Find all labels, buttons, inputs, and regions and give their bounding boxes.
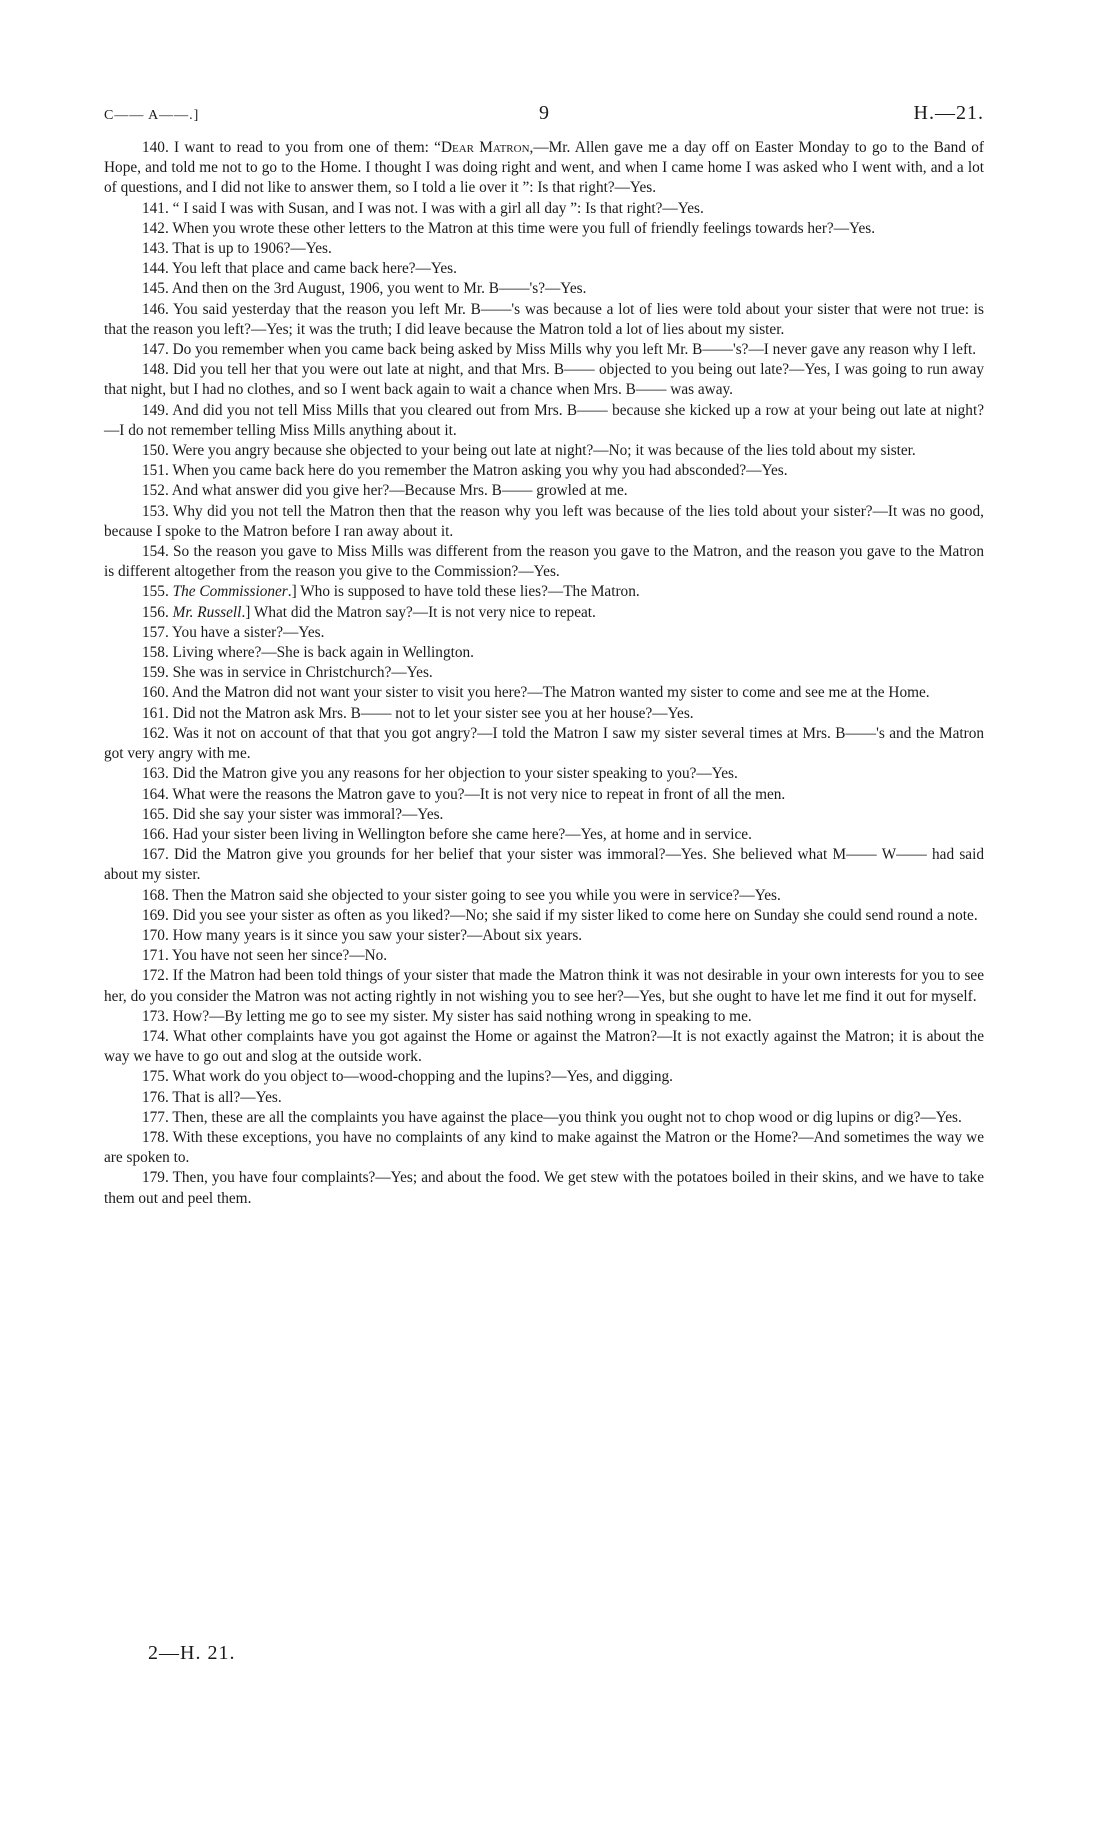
paragraph-text: 165. Did she say your sister was immoral?—Yes. [142, 805, 444, 823]
question-paragraph [104, 724, 984, 764]
speaker-name: The Commissioner [172, 583, 288, 601]
speaker-name: Mr. Russell [172, 603, 242, 621]
paragraph-text: 164. What were the reasons the Matron gave to you?—It is not very nice to repeat in front of all the men. [142, 785, 786, 803]
question-paragraph [104, 926, 984, 946]
paragraph-text: 153. Why did you not tell the Matron then that the reason why you left was because of the lies told about your sister?—It was no good, because I spoke to the Matron before I ran away about it. [104, 502, 984, 540]
paragraph-text: 171. You have not seen her since?—No. [142, 947, 388, 965]
paragraph-text: 163. Did the Matron give you any reasons for her objection to your sister speaking to you?—Yes. [142, 765, 738, 783]
paragraph-text: 168. Then the Matron said she objected to your sister going to see you while you were in service?—Yes. [142, 886, 781, 904]
paragraph-text: 152. And what answer did you give her?—Because Mrs. B—— growled at me. [142, 482, 628, 500]
paragraph-text: 150. Were you angry because she objected to your being out late at night?—No; it was because of the lies told about my sister. [142, 442, 916, 460]
paragraph-text: 157. You have a sister?—Yes. [142, 623, 325, 641]
paragraph-text: ,—Mr. Allen gave me a day off on Easter Monday to go to the Band of Hope, and told me not to go to the Home. I thought I was doing right and went, and when I came home I was asked who I went with, and a lot of questions, and I did not like to answer them, so I told a lie over it ”: Is that right?—Yes. [104, 139, 984, 197]
question-paragraph [104, 1067, 984, 1087]
paragraph-text: 154. So the reason you gave to Miss Mills was different from the reason you gave to the Matron, and the reason you gave to the Matron is different altogether from the reason you give to the Commission?—Yes. [104, 543, 984, 581]
question-paragraph [104, 481, 984, 501]
question-paragraph [104, 764, 984, 784]
paragraph-text: 177. Then, these are all the complaints you have against the place—you think you ought not to chop wood or dig lupins or dig?—Yes. [142, 1108, 962, 1126]
question-paragraph [104, 663, 984, 683]
paragraph-text: 179. Then, you have four complaints?—Yes; and about the food. We get stew with the potatoes boiled in their skins, and we have to take them out and peel them. [104, 1169, 984, 1207]
document-page [104, 100, 984, 1209]
question-paragraph [104, 906, 984, 926]
question-paragraph [104, 219, 984, 239]
letter-salutation: Dear Matron [440, 139, 530, 156]
paragraph-text: 145. And then on the 3rd August, 1906, you went to Mr. B——'s?—Yes. [142, 280, 587, 298]
question-paragraph [104, 805, 984, 825]
paragraph-text: 159. She was in service in Christchurch?—Yes. [142, 664, 433, 682]
paragraph-text: 149. And did you not tell Miss Mills that you cleared out from Mrs. B—— because she kicked up a row at your being out late at night?—I do not remember telling Miss Mills anything about it. [104, 401, 984, 439]
paragraph-text: 175. What work do you object to—wood-chopping and the lupins?—Yes, and digging. [142, 1068, 673, 1086]
page-header [104, 100, 984, 134]
question-paragraph [104, 340, 984, 360]
question-paragraph [104, 1007, 984, 1027]
paragraph-text: 178. With these exceptions, you have no complaints of any kind to make against the Matron or the Home?—And sometimes the way we are spoken to. [104, 1128, 984, 1167]
question-paragraph [104, 1168, 984, 1208]
question-paragraph [104, 643, 984, 663]
question-paragraph [104, 502, 984, 542]
question-paragraph [104, 683, 984, 703]
paragraph-text: 142. When you wrote these other letters to the Matron at this time were you full of friendly feelings towards her?—Yes. [142, 219, 876, 237]
paragraph-text: 144. You left that place and came back here?—Yes. [142, 260, 457, 278]
paragraph-text: 161. Did not the Matron ask Mrs. B—— not to let your sister see you at her house?—Yes. [142, 704, 694, 722]
question-paragraph [104, 785, 984, 805]
question-paragraph [104, 279, 984, 299]
paragraph-text: 148. Did you tell her that you were out late at night, and that Mrs. B—— objected to you being out late?—Yes, I was going to run away that night, but I had no clothes, and so I went back again to wait a chance when Mrs. B—— was away. [104, 361, 984, 399]
question-paragraph [104, 239, 984, 259]
paragraph-text: 156. [142, 603, 173, 621]
paragraph-text: 166. Had your sister been living in Wellington before she came here?—Yes, at home and in service. [142, 825, 752, 843]
evidence-transcript [104, 138, 984, 1209]
question-paragraph [104, 886, 984, 906]
paragraph-text: 155. [142, 583, 173, 601]
paragraph-text: 151. When you came back here do you remember the Matron asking you why you had absconded?—Yes. [142, 462, 788, 480]
question-paragraph [104, 1128, 984, 1168]
paragraph-text: .] Who is supposed to have told these lies?—The Matron. [287, 583, 640, 601]
question-paragraph [104, 1108, 984, 1128]
question-paragraph [104, 582, 984, 602]
question-paragraph [104, 1027, 984, 1067]
question-paragraph [104, 704, 984, 724]
paragraph-text: 174. What other complaints have you got against the Home or against the Matron?—It is not exactly against the Matron; it is about the way we have to go out and slog at the outside work. [104, 1027, 984, 1066]
question-paragraph [104, 360, 984, 400]
question-paragraph [104, 300, 984, 340]
question-paragraph [104, 259, 984, 279]
paragraph-text: 146. You said yesterday that the reason you left Mr. B——'s was because a lot of lies were told about your sister that were not true: is that the reason you left?—Yes; it was the truth; I did leave because the Matron told a lot of lies about my sister. [104, 300, 984, 338]
question-paragraph [104, 623, 984, 643]
header-running-title: C—— A——.] [104, 108, 200, 123]
paragraph-text: 160. And the Matron did not want your sister to visit you here?—The Matron wanted my sister to come and see me at the Home. [142, 684, 930, 702]
paragraph-text: 140. I want to read to you from one of them: “ [142, 139, 441, 156]
question-paragraph [104, 199, 984, 219]
question-paragraph [104, 542, 984, 582]
paragraph-text: 143. That is up to 1906?—Yes. [142, 240, 332, 258]
question-paragraph [104, 946, 984, 966]
paragraph-text: .] What did the Matron say?—It is not very nice to repeat. [241, 603, 596, 621]
signature-mark: 2—H. 21. [148, 1642, 236, 1664]
question-paragraph [104, 441, 984, 461]
question-paragraph [104, 138, 984, 199]
question-paragraph [104, 461, 984, 481]
paragraph-text: 172. If the Matron had been told things of your sister that made the Matron think it was not desirable in your own interests for you to see her, do you consider the Matron was not acting rightly in not wishing you to see her?—Yes, but she ought to have let me find it out for myself. [104, 967, 984, 1005]
question-paragraph [104, 845, 984, 885]
question-paragraph [104, 825, 984, 845]
paragraph-text: 176. That is all?—Yes. [142, 1088, 282, 1106]
document-reference: H.—21. [913, 102, 984, 124]
paragraph-text: 170. How many years is it since you saw your sister?—About six years. [142, 926, 583, 944]
paragraph-text: 167. Did the Matron give you grounds for her belief that your sister was immoral?—Yes. She believed what M—— W—— had said about my sister. [104, 846, 984, 884]
paragraph-text: 147. Do you remember when you came back being asked by Miss Mills why you left Mr. B——'s?—I never gave any reason why I left. [142, 341, 977, 359]
question-paragraph [104, 1088, 984, 1108]
paragraph-text: 141. “ I said I was with Susan, and I was not. I was with a girl all day ”: Is that right?—Yes. [142, 199, 704, 217]
question-paragraph [104, 401, 984, 441]
paragraph-text: 173. How?—By letting me go to see my sister. My sister has said nothing wrong in speaking to me. [142, 1007, 752, 1025]
paragraph-text: 158. Living where?—She is back again in Wellington. [142, 644, 474, 662]
question-paragraph [104, 966, 984, 1006]
page-number: 9 [539, 102, 549, 124]
paragraph-text: 169. Did you see your sister as often as you liked?—No; she said if my sister liked to come here on Sunday she could send round a note. [142, 906, 978, 924]
paragraph-text: 162. Was it not on account of that that you got angry?—I told the Matron I saw my sister several times at Mrs. B——'s and the Matron got very angry with me. [104, 724, 984, 763]
question-paragraph [104, 603, 984, 623]
